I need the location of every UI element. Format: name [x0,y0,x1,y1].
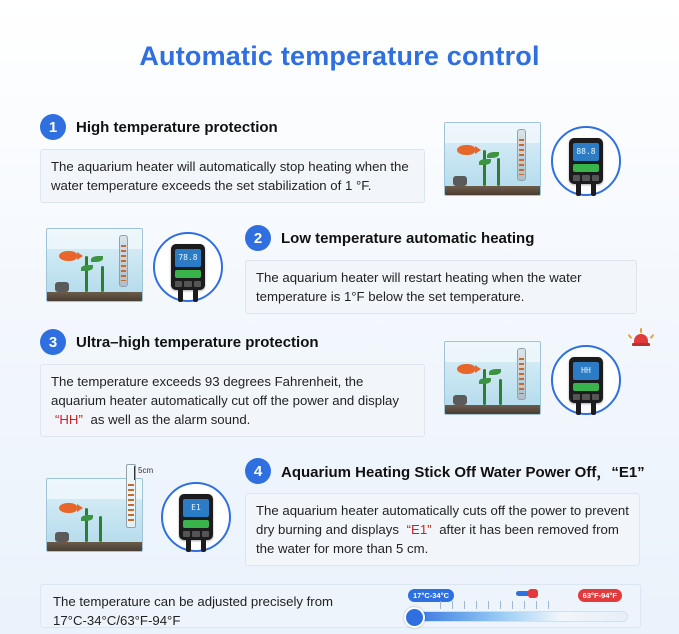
plant [483,150,486,186]
plant-leaf [487,152,499,158]
heater-coil [519,139,524,175]
plug-right [201,540,206,552]
controller-buttons [573,175,599,181]
fish-icon [457,364,475,374]
controller-display-2: 78.8 [175,249,201,267]
section-body-4-pre: The aquarium heater automatically cuts off the power to prevent dry burning and displays [256,503,629,538]
gravel [47,292,142,301]
rock [453,176,467,186]
controller-display-1: 88.8 [573,143,599,161]
plug-left [186,540,191,552]
section-body-3 [40,364,425,437]
range-text [53,592,333,630]
section-number-2: 2 [245,225,271,251]
controller-display-4: E1 [183,499,209,517]
fish-icon [59,503,77,513]
thermometer-hot [528,589,538,598]
aquarium-illustration-3 [444,341,541,415]
section-3 [40,329,425,437]
measure-value: 5cm [138,466,154,475]
controller-indicator [573,164,599,172]
heater-coil [519,358,524,394]
range-low-badge: 17°C-34°C [408,589,454,602]
rock [55,282,69,292]
heater-controller-4 [179,494,213,540]
section-heading-4: Aquarium Heating Stick Off Water Power Off，“E1” [281,463,645,481]
heater-rod [517,348,526,400]
rock [453,395,467,405]
section-number-1: 1 [40,114,66,140]
temperature-slider[interactable] [406,589,626,623]
controller-buttons [183,531,209,537]
controller-indicator [573,383,599,391]
section-number-4: 4 [245,458,271,484]
range-text-line2: 17°C-34°C/63°F-94°F [53,613,181,629]
section-body-1: The aquarium heater will automatically stop heating when the water temperature exceeds the set stabilization of 1 °F. [40,149,425,203]
controller-circle-2 [153,232,223,302]
controller-circle-4 [161,482,231,552]
plant [101,266,104,292]
range-high-badge: 63°F-94°F [578,589,622,602]
section-body-3-post: as well as the alarm sound. [90,412,251,428]
slider-track[interactable] [406,611,628,622]
gravel [47,542,142,551]
plant [497,158,500,186]
controller-indicator [175,270,201,278]
section-1 [40,114,425,203]
controller-indicator [183,520,209,528]
alarm-dome [634,334,648,343]
gravel [445,186,540,195]
section-number-3: 3 [40,329,66,355]
range-text-line1: The temperature can be adjusted precisely from [53,594,334,609]
fish-icon [457,145,475,155]
heater-controller-3 [569,357,603,403]
plant [85,508,88,542]
section-body-4 [245,493,640,566]
heater-controller-2 [171,244,205,290]
aquarium-illustration-1 [444,122,541,196]
plug-left [576,184,581,196]
section-body-4-code: “E1” [406,522,432,538]
plug-right [193,290,198,302]
heater-rod [517,129,526,181]
heater-coil [128,484,134,522]
slider-knob[interactable] [404,607,425,628]
aquarium-illustration-2 [46,228,143,302]
heater-controller-1 [569,138,603,184]
section-body-3-code: “HH” [55,412,83,428]
plant [483,369,486,405]
section-body-3-pre: The temperature exceeds 93 degrees Fahrenheit, the aquarium heater automatically cut off the power and display [51,374,399,409]
section-heading-1: High temperature protection [76,118,278,136]
section-4 [245,458,645,566]
section-body-2: The aquarium heater will restart heating when the water temperature is 1°F below the set temperature. [245,260,637,314]
gravel [445,405,540,414]
heater-rod [119,235,128,287]
section-2 [245,225,637,314]
rock [55,532,69,542]
controller-circle-1 [551,126,621,196]
heater-coil [121,245,126,281]
alarm-base [632,343,650,346]
plug-left [178,290,183,302]
alarm-light-icon [632,332,650,346]
section-heading-3: Ultra–high temperature protection [76,333,319,351]
plant [499,379,502,405]
slider-ticks [440,601,560,609]
section-body-4-post: after it has been removed from the water for more than 5 cm. [256,522,619,557]
fish-icon [59,251,77,261]
controller-buttons [573,394,599,400]
plant [99,516,102,542]
plug-right [591,184,596,196]
measure-label [138,466,153,475]
page-title: Automatic temperature control [139,41,540,71]
plug-right [591,403,596,415]
section-heading-2: Low temperature automatic heating [281,229,535,247]
controller-circle-3 [551,345,621,415]
thermometer-icon [516,588,538,600]
controller-buttons [175,281,201,287]
temperature-range-panel [40,584,641,628]
plug-left [576,403,581,415]
plant [85,256,88,292]
controller-display-3: HH [573,362,599,380]
